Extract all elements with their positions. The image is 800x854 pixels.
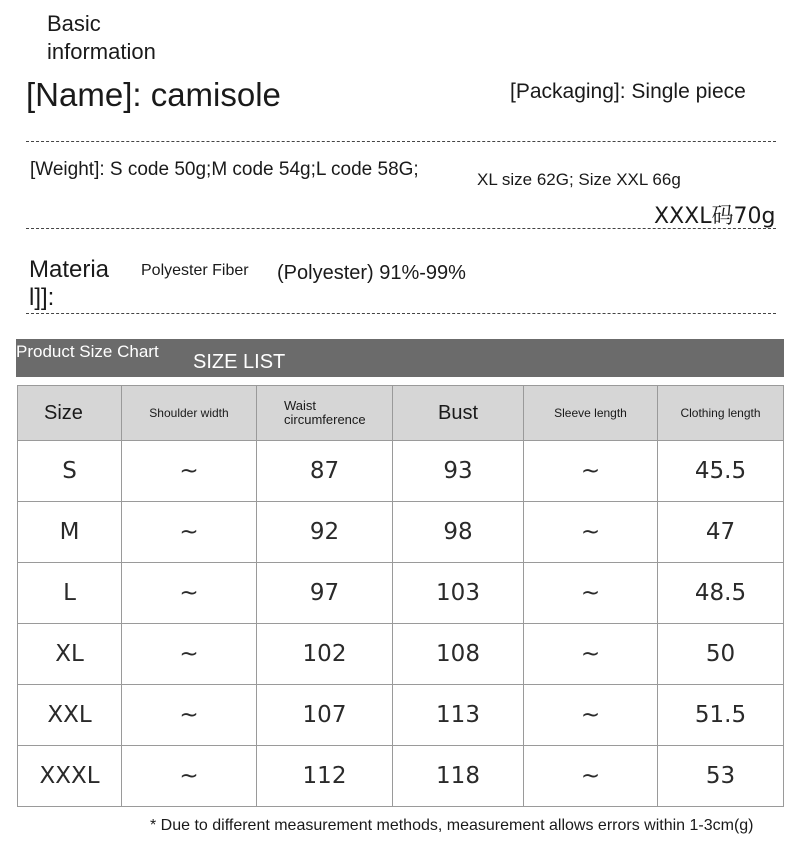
table-row [18,502,784,563]
cell-shoulder-width: ~ [122,624,257,685]
cell-size: XXXL [18,746,122,807]
cell-waist: 97 [257,563,393,624]
cell-clothing-length: 48.5 [658,563,784,624]
cell-sleeve-length: ~ [524,624,658,685]
cell-bust: 118 [393,746,524,807]
header-shoulder-width: Shoulder width [122,386,257,441]
table-row [18,746,784,807]
cell-waist: 92 [257,502,393,563]
cell-bust: 93 [393,441,524,502]
material-label: Material]]: [29,256,110,311]
cell-size: XL [18,624,122,685]
cell-clothing-length: 51.5 [658,685,784,746]
header-clothing-length: Clothing length [658,386,784,441]
header-waist-circumference: Waist circumference [257,386,393,441]
cell-size: L [18,563,122,624]
table-row [18,685,784,746]
weight-info-line3: XXXL码70g [654,204,776,229]
cell-bust: 108 [393,624,524,685]
divider [26,141,776,142]
measurement-note: * Due to different measurement methods, measurement allows errors within 1-3cm(g) [150,817,754,834]
packaging-info: [Packaging]: Single piece [510,80,746,103]
basic-info-heading: Basic information [47,11,156,64]
cell-bust: 113 [393,685,524,746]
cell-bust: 98 [393,502,524,563]
cell-waist: 107 [257,685,393,746]
cell-bust: 103 [393,563,524,624]
cell-sleeve-length: ~ [524,502,658,563]
divider [26,313,776,314]
cell-shoulder-width: ~ [122,502,257,563]
cell-clothing-length: 50 [658,624,784,685]
cell-waist: 112 [257,746,393,807]
weight-info-line2: XL size 62G; Size XXL 66g [477,170,681,189]
cell-shoulder-width: ~ [122,563,257,624]
cell-clothing-length: 47 [658,502,784,563]
cell-sleeve-length: ~ [524,563,658,624]
material-value-fiber: Polyester Fiber [141,262,249,279]
weight-info-line1: [Weight]: S code 50g;M code 54g;L code 58G; [30,159,419,180]
cell-shoulder-width: ~ [122,746,257,807]
cell-sleeve-length: ~ [524,441,658,502]
cell-clothing-length: 53 [658,746,784,807]
table-row [18,563,784,624]
cell-shoulder-width: ~ [122,441,257,502]
cell-waist: 102 [257,624,393,685]
size-table [17,385,784,807]
table-header-row [18,386,784,441]
table-row [18,441,784,502]
cell-size: S [18,441,122,502]
header-bust: Bust [393,386,524,441]
cell-size: M [18,502,122,563]
cell-sleeve-length: ~ [524,746,658,807]
cell-waist: 87 [257,441,393,502]
header-sleeve-length: Sleeve length [524,386,658,441]
product-name: [Name]: camisole [26,76,281,113]
cell-sleeve-length: ~ [524,685,658,746]
material-value-percent: (Polyester) 91%-99% [277,262,466,284]
cell-size: XXL [18,685,122,746]
size-chart-header-bar [16,339,784,377]
header-size: Size [18,386,122,441]
cell-clothing-length: 45.5 [658,441,784,502]
cell-shoulder-width: ~ [122,685,257,746]
size-chart-title: Product Size Chart [16,342,159,361]
divider [26,228,776,229]
size-chart-subtitle: SIZE LIST [193,351,286,373]
table-row [18,624,784,685]
